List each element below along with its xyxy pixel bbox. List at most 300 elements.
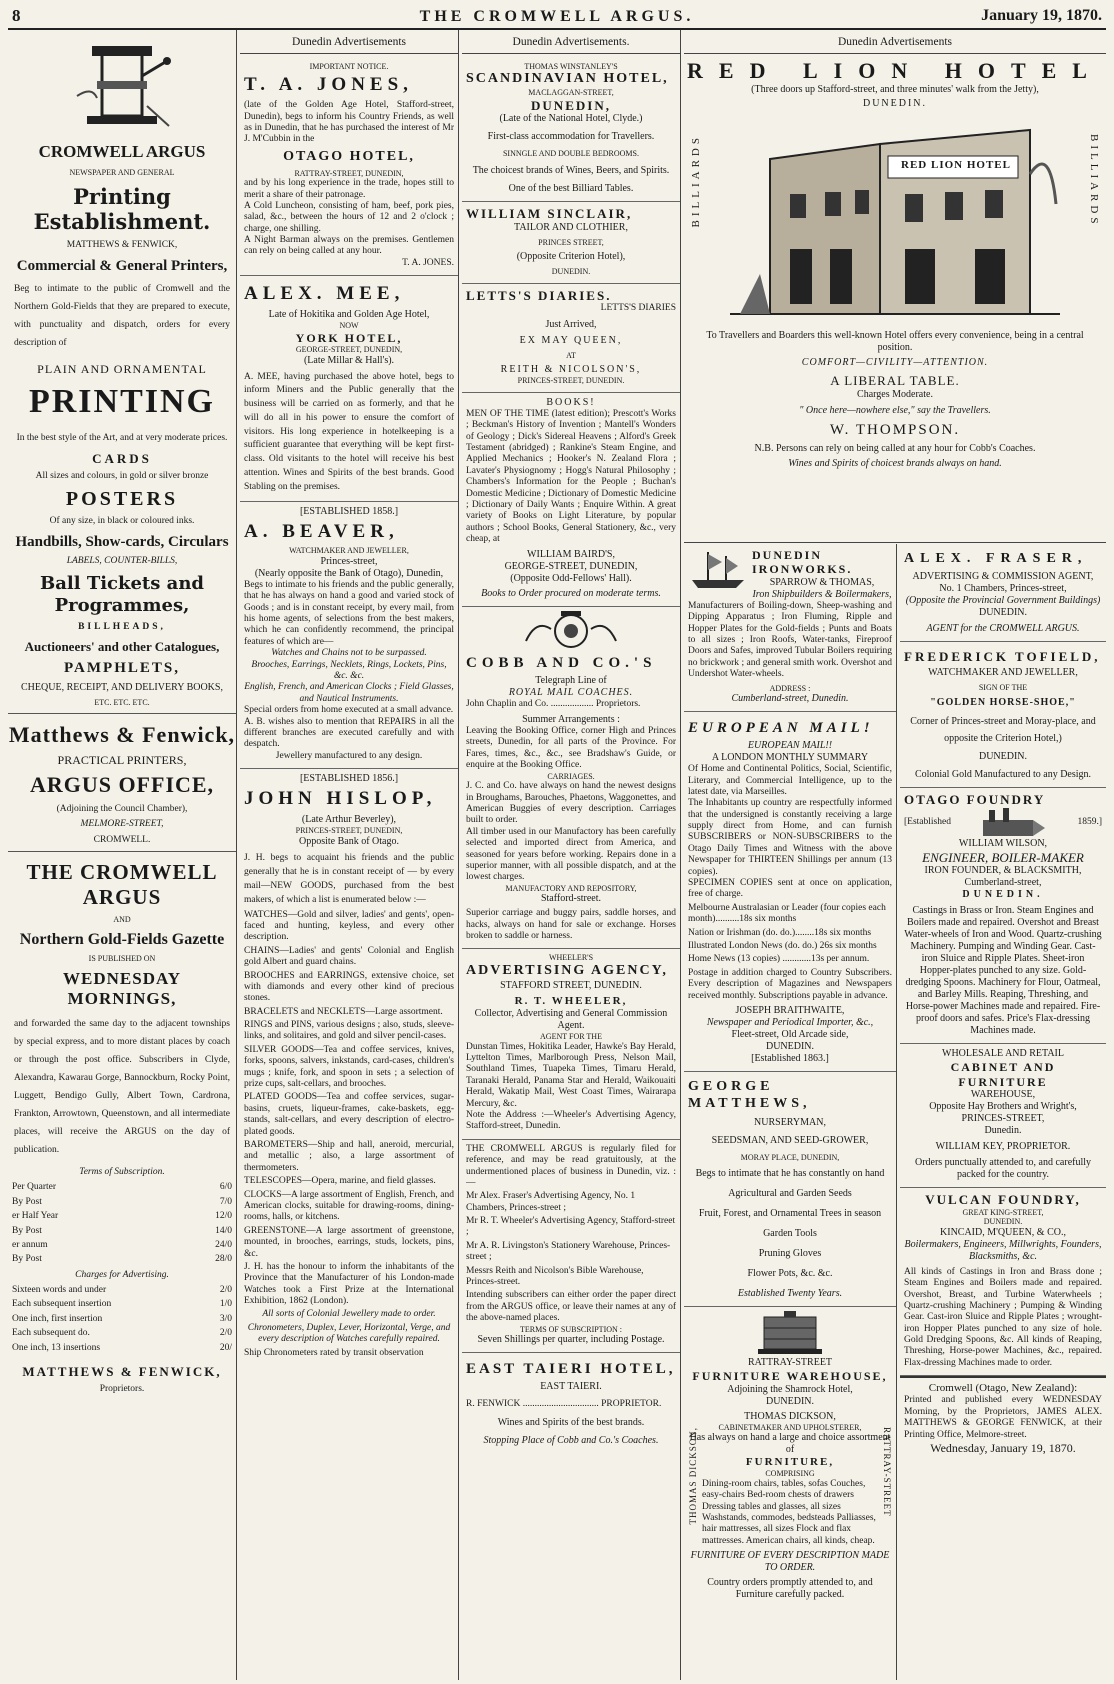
- accommodation-line: First-class accommodation for Travellers.: [487, 131, 655, 143]
- ad-body: Begs to intimate that he has constantly on hand: [695, 1168, 885, 1180]
- intro-text: Beg to intimate to the public of Cromwell and the Northern Gold-Fields that they are prepared to execute, with punctuality and dispatch, orders for every description of: [14, 283, 230, 348]
- notice-label: IMPORTANT NOTICE.: [309, 61, 389, 71]
- royal-coat-of-arms-icon: [506, 611, 636, 651]
- ad-body: J. H. begs to acquaint his friends and the public generally that he is in constant receipt of — by every mail—NEW GOODS, purchased from the best makers, of which a list is enumerated below :—: [244, 852, 454, 906]
- furniture-list: Dining-room chairs, tables, sofas Couches, easy-chairs Bed-room chests of drawers Dressing tables and glasses, all sizes Washstands, commodes, bedsteads Palliasses, hair mattresses, all sizes Flock and flax mattresses. American chairs, all kinds, cheap.: [702, 1478, 876, 1546]
- melmore-street: MELMORE-STREET,: [80, 819, 164, 830]
- advertiser-name: LETTS'S DIARIES.: [466, 287, 612, 303]
- foundry-products: All kinds of Castings in Iron and Brass done ; Steam Engines and Boilers made and repaired. Overshot, Breast, and Turbine Waterwheels ; Quartz-crushing Machinery ; Pumping & Winding Gear. Cast-iron Sluice and Ripple Plates ; wrought-iron Hopper Plates punched to any size of hole. Gold Dredging Spoons, &c. All kinds of Reaping, Threshing, Horse-power Machines, &c., repaired. Flax-dressing Machines made to order.: [904, 1266, 1102, 1368]
- owner: THOMAS WINSTANLEY'S: [524, 61, 618, 71]
- orders-line: Orders punctually attended to, and carefully packed for the country.: [914, 1156, 1092, 1180]
- charges-row: Each subsequent do. 2/0: [12, 1328, 232, 1339]
- opposite: (Opposite Criterion Hotel),: [516, 251, 626, 263]
- late-of: Late of Hokitika and Golden Age Hotel,: [268, 309, 430, 321]
- timber-text: All timber used in our Manufactory has been carefully selected and imported direct from America, and seasoned for years before working. Repairs done in a superior manner, with all possible dispatch, and at the lowest charges.: [466, 826, 676, 883]
- opposite: (Opposite the Provincial Government Buildings): [905, 594, 1101, 606]
- trade: CABINETMAKER AND UPHOLSTERER,: [718, 1422, 862, 1432]
- wines-line: Wines and Spirits of the best brands.: [497, 1416, 645, 1428]
- list-item: Fruit, Forest, and Ornamental Trees in season: [698, 1208, 882, 1220]
- list-item: BRACELETS and NECKLETS—Large assortment.: [244, 1006, 443, 1017]
- posters-desc: Of any size, in black or coloured inks.: [49, 516, 195, 527]
- late-of: (Late of the National Hotel, Clyde.): [499, 113, 643, 125]
- ship-icon: [688, 548, 748, 592]
- retail-label: WHOLESALE AND RETAIL: [942, 1048, 1064, 1060]
- hotel-building-icon: [730, 114, 1060, 324]
- corner-line: Corner of Princes-street and Moray-place, and opposite the Criterion Hotel,): [910, 715, 1096, 744]
- printing-heading: PRINTING: [28, 383, 216, 421]
- terms-table: [8, 1182, 236, 1265]
- trade: IRON FOUNDER, & BLACKSMITH,: [924, 865, 1082, 877]
- lunch-text: A Cold Luncheon, consisting of ham, beef, pork pies, salad, &c., between the hours of 12 and 2 o'clock ; charge, one shilling.: [244, 200, 454, 234]
- ad-william-key: [900, 1044, 1106, 1188]
- street: GEORGE-STREET, DUNEDIN,: [295, 345, 403, 355]
- street: PRINCES-STREET, DUNEDIN,: [295, 825, 403, 835]
- hotel-name: OTAGO HOTEL,: [283, 148, 415, 164]
- ad-scandinavian-hotel: [462, 58, 680, 202]
- ad-rattray-furniture: [684, 1307, 896, 1607]
- advertiser-name: A. BEAVER,: [244, 520, 399, 542]
- charges-line: Charges Moderate.: [857, 388, 933, 400]
- ad-body: J. C. and Co. have always on hand the newest designs in Broughams, Barouches, Phaetons, Waggonettes, and American Buggies of every description. Carriages built to order.: [466, 781, 676, 826]
- newspaper-general-label: NEWSPAPER AND GENERAL: [69, 168, 175, 178]
- ad-wheelers-agency: [462, 949, 680, 1139]
- terms-row: By Post 14/0: [12, 1225, 232, 1236]
- foundry-building-icon: [979, 808, 1049, 838]
- terms-label: TERMS OF SUBSCRIPTION :: [519, 1324, 623, 1334]
- ad-dunedin-ironworks: [684, 544, 896, 712]
- etc-line: ETC. ETC. ETC.: [94, 698, 150, 708]
- signature: T. A. JONES.: [402, 257, 454, 268]
- charges-row: Each subsequent insertion 1/0: [12, 1299, 232, 1310]
- charges-row: One inch, 13 insertions 20/: [12, 1342, 232, 1353]
- hotel-name: RED LION HOTEL: [687, 57, 1103, 83]
- ad-otago-foundry: [900, 788, 1106, 1044]
- now-label: NOW: [339, 321, 359, 331]
- gold-line: Colonial Gold Manufactured to any Design.: [914, 768, 1092, 780]
- ad-argus-filed: [462, 1140, 680, 1353]
- address: No. 1 Chambers, Princes-street,: [939, 582, 1067, 594]
- carriages-label: CARRIAGES.: [547, 771, 595, 781]
- opposite: Opposite Hay Brothers and Wright's,: [929, 1100, 1077, 1112]
- printing-establishment: Printing Establishment.: [33, 183, 211, 235]
- sign-label: SIGN OF THE: [978, 683, 1028, 693]
- street: Stafford-street.: [540, 893, 602, 905]
- ad-alex-mee: [240, 276, 458, 501]
- agent-label: AGENT FOR THE: [540, 1032, 602, 1042]
- catalogues-line: Auctioneers' and other Catalogues,: [24, 638, 220, 654]
- list-item: Flower Pots, &c. &c.: [747, 1268, 833, 1280]
- list-item: PLATED GOODS—Tea and coffee services, sugar-basins, cruets, liqueur-frames, cake-baskets, egg-stands, salt-cellars, and every description of electro-plated goods.: [244, 1092, 454, 1137]
- proprietor-line: WILLIAM KEY, PROPRIETOR.: [935, 1140, 1071, 1152]
- trade: ENGINEER, BOILER-MAKER: [922, 849, 1084, 865]
- ad-john-hislop: [240, 769, 458, 1367]
- billiards-side-label-left: BILLIARDS: [690, 134, 702, 228]
- subheading: EUROPEAN MAIL!!: [747, 740, 833, 752]
- warehouse-name: FURNITURE WAREHOUSE,: [692, 1369, 888, 1384]
- established-year: 1859.]: [1077, 816, 1102, 827]
- labels-line: LABELS, COUNTER-BILLS,: [66, 555, 178, 566]
- list-item: BROOCHES and EARRINGS, extensive choice, set with diamonds and every other kind of precious stones.: [244, 970, 454, 1004]
- agency-name: ADVERTISING AGENCY,: [466, 963, 668, 979]
- list-item: CHAINS—Ladies' and gents' Colonial and English gold Albert and guard chains.: [244, 945, 454, 968]
- advertiser-name: EUROPEAN MAIL!: [688, 720, 874, 737]
- column-1-printing-office: [8, 30, 237, 1680]
- ball-tickets-line: Ball Tickets and Programmes,: [40, 572, 204, 616]
- adjoining-line: Adjoining the Shamrock Hotel,: [727, 1383, 853, 1395]
- ad-ta-jones: [240, 58, 458, 276]
- charges-row: Sixteen words and under 2/0: [12, 1285, 232, 1296]
- pamphlets-line: PAMPHLETS,: [64, 660, 180, 677]
- list-item: TELESCOPES—Opera, marine, and field glasses.: [244, 1176, 436, 1187]
- printing-press-icon: [67, 36, 177, 136]
- street: RATTRAY-STREET, DUNEDIN,: [294, 168, 404, 178]
- ad-body: THE CROMWELL ARGUS is regularly filed for reference, and may be read gratuitously, at the undermentioned places of business in Dunedin, viz. :—: [466, 1143, 676, 1188]
- street: GREAT KING-STREET,: [962, 1207, 1044, 1217]
- trade: Boilermakers, Engineers, Millwrights, Founders, Blacksmiths, &c.: [904, 1238, 1102, 1262]
- terms-title: Terms of Subscription.: [79, 1166, 165, 1177]
- town: DUNEDIN.: [978, 606, 1028, 618]
- list-item: GREENSTONE—A large assortment of greenstone, mounted, in brooches, earrings, studs, lockets, pins, &c.: [244, 1225, 454, 1259]
- ad-alex-fraser: [900, 544, 1106, 642]
- practical-printers: PRACTICAL PRINTERS,: [57, 753, 187, 768]
- papers-list: Dunstan Times, Hokitika Leader, Hawke's Bay Herald, Lyttelton Times, Marlborough Press, Nelson Mail, Southland Times, Tuapeka Times, Timaru Herald, Taranaki Herald, Panama Star and Herald, Waikouaiti Herald, Wakatip Mail, West Coast Times, Wairarapa Mercury, &c.: [466, 1041, 676, 1109]
- arrived-line: Just Arrived,: [545, 318, 597, 330]
- ad-books: [462, 393, 680, 607]
- summer-label: Summer Arrangements :: [522, 714, 620, 725]
- price-item: Home News (13 copies) ............13s per annum.: [688, 954, 870, 965]
- owner: WHEELER'S: [548, 953, 594, 963]
- owners: SPARROW & THOMAS,: [769, 576, 875, 588]
- street: STAFFORD STREET, DUNEDIN.: [500, 979, 642, 991]
- heading: BOOKS!: [546, 396, 596, 408]
- warehouse-label: WAREHOUSE,: [970, 1088, 1036, 1100]
- advertiser-name: ALEX. MEE,: [244, 283, 405, 305]
- ad-body: The Inhabitants up country are respectfully informed that the undersigned is constantly receiving a large supply direct from Home, and can furnish SUBSCRIBERS or NON-SUBSCRIBERS to the Otago Daily Times and Witness with the above Newspaper for THIRTEEN Shillings per annum (13 copies).: [688, 798, 892, 877]
- column-heading: Dunedin Advertisements: [240, 30, 458, 54]
- terms-row: er annum 24/0: [12, 1239, 232, 1250]
- street: Fleet-street, Old Arcade side,: [731, 1028, 849, 1040]
- town: Dunedin.: [984, 1124, 1022, 1136]
- ad-body: Of Home and Continental Politics, Social, Scientific, Literary, and Commercial Intelligence, up to the latest date, via Marseilles.: [688, 764, 892, 797]
- horses-text: Superior carriage and buggy pairs, saddle horses, and hacks, always on hand for sale or exchange. Horses broken to saddle or harness.: [466, 908, 676, 942]
- list-item: Pruning Gloves: [758, 1248, 822, 1260]
- owner-name: W. THOMPSON.: [829, 421, 961, 438]
- masthead-bar: [8, 4, 1106, 30]
- street: GEORGE-STREET, DUNEDIN,: [504, 560, 638, 572]
- column-3-dunedin-ads: [462, 30, 681, 1680]
- plain-ornamental: PLAIN AND ORNAMENTAL: [37, 361, 207, 376]
- trade: Iron Shipbuilders & Boilermakers,: [752, 588, 892, 600]
- hotel-engraving: [684, 114, 1106, 330]
- address-note: Note the Address :—Wheeler's Advertising Agency, Stafford-street, Dunedin.: [466, 1109, 676, 1132]
- ad-frederick-tofield: [900, 642, 1106, 788]
- advertiser-name: JOHN HISLOP,: [244, 788, 437, 810]
- town: DUNEDIN.: [765, 1395, 815, 1407]
- posters-heading: POSTERS: [65, 488, 179, 511]
- proprietor-line: R. FENWICK ................................ PROPRIETOR.: [466, 1399, 662, 1410]
- page-number: 8: [12, 6, 21, 25]
- agent-line: AGENT for the CROMWELL ARGUS.: [926, 622, 1080, 634]
- billiards-side-label-right: BILLIARDS: [1088, 134, 1100, 228]
- list-item: Mr Alex. Fraser's Advertising Agency, No. 1 Chambers, Princes-street ;: [466, 1191, 636, 1213]
- coaches-line: ROYAL MAIL COACHES.: [508, 686, 634, 698]
- golden-horse-shoe: "GOLDEN HORSE-SHOE,": [930, 696, 1076, 708]
- wines-line: The choicest brands of Wines, Beers, and Spirits.: [472, 164, 670, 176]
- style-text: In the best style of the Art, and at very moderate prices.: [16, 433, 228, 444]
- line-label: Telegraph Line of: [535, 674, 607, 686]
- cromwell-town: CROMWELL.: [93, 834, 151, 845]
- ad-body: Manufacturers of Boiling-down, Sheep-washing and Dipping Apparatus ; Iron Fluming, Ripple and Hopper Plates for the Gold-fields ; Punts and Boats to all sizes ; Iron Roofs, Water-tanks, Fireproof Doors and Safes, improved Tubular Boilers requiring no brickwork ; and general smith work. Overshot and Undershot Water-wheels.: [688, 600, 892, 680]
- postage-text: Postage in addition charged to Country Subscribers. Every description of Magazines and Newspapers received monthly. Subscriptions payable in advance.: [688, 967, 892, 1001]
- list-item: SILVER GOODS—Tea and coffee services, knives, forks, spoons, salvers, inkstands, card-cases, children's mugs ; knife, fork, and spoon in sets ; a selection of prize cups, salt-cellars, and brooches.: [244, 1044, 454, 1090]
- owners: KINCAID, M'QUEEN, & CO.,: [940, 1226, 1066, 1238]
- bedrooms-line: SINNGLE AND DOUBLE BEDROOMS.: [502, 149, 639, 159]
- column-2-dunedin-ads: [240, 30, 459, 1680]
- motto: COMFORT—CIVILITY—ATTENTION.: [801, 357, 989, 369]
- owner-name: WILLIAM WILSON,: [958, 837, 1048, 849]
- distribution-text: and forwarded the same day to the adjacent townships by special express, and to more distant places by coach or through the post office. Subscribers in Clyde, Alexandra, Kawarau Gorge, Bannockburn, Rocky Point, Luggett, Bendigo Gully, Albert Town, Cardrona, Frankton, Arrowtown, Queenstown, and all intermediate places, will receive the ARGUS on the day of publication.: [14, 1018, 230, 1155]
- clocks-line: English, French, and American Clocks ; Field Glasses, and Nautical Instruments.: [244, 682, 454, 704]
- address-label: ADDRESS :: [769, 683, 811, 693]
- repairs-line: A. B. wishes also to mention that REPAIRS in all the different branches are executed carefully and with despatch.: [244, 716, 454, 750]
- honour-text: J. H. has the honour to inform the inhabitants of the Province that the Manufacturer of his London-made Watches took a First Prize at the International Exhibition, 1862 (London).: [244, 1261, 454, 1307]
- side-label-right: RATTRAY-STREET: [882, 1427, 892, 1517]
- chronometers-line: Chronometers, Duplex, Lever, Horizontal, Verge, and every description of Watches carefully repaired.: [247, 1322, 451, 1345]
- trade: WATCHMAKER AND JEWELLER,: [928, 667, 1078, 679]
- opposite: (Opposite Odd-Fellows' Hall).: [510, 572, 632, 584]
- argus-title: CROMWELL ARGUS: [38, 142, 206, 161]
- foundry-name: OTAGO FOUNDRY: [904, 791, 1046, 807]
- adjoining-line: (Adjoining the Council Chamber),: [56, 803, 188, 814]
- established: [Established 1863.]: [751, 1052, 829, 1064]
- subheading: LETTS'S DIARIES: [600, 303, 676, 314]
- issue-date: January 19, 1870.: [981, 7, 1102, 24]
- late-of: (Late Millar & Hall's).: [303, 354, 395, 366]
- list-item: CLOCKS—A large assortment of English, French, and American clocks, suitable for drawing-rooms, dining-rooms, halls, or kitchens.: [244, 1189, 454, 1223]
- list-item: Messrs Reith and Nicolson's Bible Warehouse, Princes-street.: [466, 1265, 644, 1288]
- and-word: AND: [113, 915, 131, 925]
- imprint: [900, 1376, 1106, 1461]
- charges-row: One inch, first insertion 3/0: [12, 1313, 232, 1324]
- gazette-heading: Northern Gold-Fields Gazette: [19, 931, 225, 949]
- matthews-fenwick: Matthews & Fenwick,: [8, 713, 236, 748]
- shop-name: WILLIAM BAIRD'S,: [527, 548, 615, 560]
- order-line: Books to Order procured on moderate terms.: [481, 587, 661, 599]
- wines-line: Wines and Spirits of choicest brands always on hand.: [788, 457, 1002, 469]
- street: RATTRAY-STREET: [747, 1357, 833, 1369]
- argus-office: ARGUS OFFICE,: [29, 772, 215, 798]
- ad-a-beaver: [240, 502, 458, 770]
- liberal-table: A LIBERAL TABLE.: [830, 373, 960, 389]
- terms-row: er Half Year 12/0: [12, 1211, 232, 1222]
- town: DUNEDIN.: [962, 889, 1044, 901]
- cards-heading: CARDS: [92, 451, 152, 467]
- street: PRINCES-STREET, DUNEDIN.: [517, 376, 625, 386]
- warehouse-name: CABINET AND FURNITURE: [950, 1060, 1056, 1089]
- late-of: (Late Arthur Beverley),: [301, 813, 397, 825]
- street: Cumberland-street, Dunedin.: [731, 693, 849, 705]
- brooches-line: Brooches, Earrings, Necklets, Rings, Lockets, Pins, &c. &c.: [251, 659, 447, 682]
- street: Cumberland-street,: [964, 877, 1042, 889]
- jewellery-line: Jewellery manufactured to any design.: [275, 750, 423, 761]
- hotel-name: SCANDINAVIAN HOTEL,: [466, 71, 669, 87]
- street: Princes-street,: [320, 555, 378, 567]
- orders-line: Special orders from home executed at a small advance.: [244, 705, 454, 716]
- watches-line: Watches and Chains not to be surpassed.: [271, 648, 427, 659]
- list-item: Garden Tools: [763, 1228, 817, 1240]
- ad-body: A. MEE, having purchased the above hotel, begs to inform Miners and the Public generally that the business will be carried on as formerly, and that he will do all in his power to ensure the comfort of visitors. His long experience in hotelkeeping is a sufficient guarantee that everything will be kept first-class. Old visitants to the hotel will receive his best attention. Wines and Spirits of the best brands. Good Stabling on the premises.: [244, 371, 454, 492]
- trade: WATCHMAKER AND JEWELLER,: [289, 546, 409, 556]
- terms-row: Per Quarter 6/0: [12, 1182, 232, 1193]
- town: DUNEDIN.: [983, 1217, 1023, 1227]
- established: Established Twenty Years.: [737, 1288, 843, 1300]
- ad-william-sinclair: [462, 202, 680, 284]
- side-label-left: THOMAS DICKSON,: [688, 1427, 698, 1525]
- published-on: IS PUBLISHED ON: [88, 954, 156, 964]
- charges-title: Charges for Advertising.: [75, 1269, 169, 1280]
- billiard-line: One of the best Billiard Tables.: [508, 182, 634, 194]
- cards-desc: All sizes and colours, in gold or silver bronze: [35, 470, 209, 481]
- ad-european-mail: [684, 712, 896, 1072]
- hotel-name: YORK HOTEL,: [295, 330, 403, 345]
- advertiser-name: ALEX. FRASER,: [904, 551, 1088, 566]
- advertiser-name: DUNEDIN IRONWORKS.: [752, 548, 853, 577]
- town: DUNEDIN.: [978, 750, 1028, 762]
- wednesday-mornings: WEDNESDAY MORNINGS,: [63, 968, 181, 1009]
- opposite: Opposite Bank of Otago.: [299, 835, 399, 847]
- location: (Nearly opposite the Bank of Otago), Dunedin,: [254, 567, 444, 579]
- street: PRINCES STREET,: [538, 237, 604, 247]
- handbills-line: Handbills, Show-cards, Circulars: [15, 533, 229, 550]
- specimen-line: SPECIMEN COPIES sent at once on application, free of charge.: [688, 878, 892, 900]
- town: DUNEDIN,: [531, 97, 611, 113]
- quote-line: " Once here—nowhere else," say the Travellers.: [799, 404, 991, 416]
- footer-firm: MATTHEWS & FENWICK,: [22, 1364, 222, 1380]
- made-to-order-line: FURNITURE OF EVERY DESCRIPTION MADE TO ORDER.: [690, 1550, 890, 1574]
- location: (Three doors up Stafford-street, and three minutes' walk from the Jetty),: [751, 84, 1039, 96]
- established-label: [Established: [904, 816, 951, 827]
- list-item: Mr A. R. Livingston's Stationery Warehouse, Princes-street ;: [466, 1240, 671, 1263]
- list-item: Mr R. T. Wheeler's Advertising Agency, Stafford-street ;: [466, 1216, 676, 1238]
- ad-body: MEN OF THE TIME (latest edition); Prescott's Works ; Beckman's History of Invention ; Mantell's Wonders of Geology ; Dick's Sidereal Heavens ; Alford's Greek Testament (abridged) ; Rankine's Steam Engine, and Applied Mechanics ; Hooker's N. Zealand Flora ; Lavater's Physiognomy ; Hogg's Natural Philosophy ; Chambers's Information for the People ; Buchan's Domestic Medicine ; Dictionary of Domestic Medicine ; Dictionary of Daily Wants ; Enquire Within. A great variety of Books on Light Literature, by popular authors ; School Books, General Stationery, &c., very cheap, at: [466, 408, 676, 545]
- manufactory-label: MANUFACTORY AND REPOSITORY,: [505, 883, 637, 893]
- ad-body: Has always on hand a large and choice assortment of: [689, 1432, 891, 1456]
- proprietors-line: John Chaplin and Co. .................. Proprietors.: [466, 698, 641, 709]
- trade: TAILOR AND CLOTHIER,: [514, 221, 628, 233]
- established: [ESTABLISHED 1858.]: [299, 505, 399, 517]
- role: Newspaper and Periodical Importer, &c.,: [706, 1016, 874, 1028]
- terms-row: By Post 28/0: [12, 1254, 232, 1265]
- night-barman-text: A Night Barman always on the premises. Gentlemen can rely on being called at any hour.: [244, 235, 454, 257]
- colonial-line: All sorts of Colonial Jewellery made to order.: [262, 1309, 436, 1320]
- cromwell-argus-heading: THE CROMWELL ARGUS: [8, 851, 236, 910]
- ad-body: and by his long experience in the trade, hopes still to merit a share of their patronage.: [244, 178, 454, 200]
- list-item: RINGS and PINS, various designs ; also, studs, sleeve-links, and solitaires, and gold and silver pencil-cases.: [244, 1020, 454, 1042]
- person-name: JOSEPH BRAITHWAITE,: [735, 1004, 845, 1016]
- coach-stop-line: Stopping Place of Cobb and Co.'s Coaches.: [483, 1434, 659, 1446]
- column-heading: Dunedin Advertisements.: [462, 30, 680, 54]
- ad-red-lion-hotel: [684, 30, 1106, 543]
- summary-line: A LONDON MONTHLY SUMMARY: [711, 752, 869, 764]
- street: PRINCES-STREET,: [961, 1112, 1045, 1124]
- imprint-body: Printed and published every WEDNESDAY Morning, by the Proprietors, JAMES ALEX. MATTHEWS & GEORGE FENWICK, at their Printing Office, Melmore-street.: [904, 1395, 1102, 1440]
- advertiser-name: T. A. JONES,: [244, 74, 413, 96]
- street: MORAY PLACE, DUNEDIN,: [740, 1152, 840, 1162]
- price-item: Nation or Irishman (do. do.)........18s six months: [688, 927, 872, 938]
- terms-row: By Post 7/0: [12, 1196, 232, 1207]
- hotel-sign: RED LION HOTEL: [901, 159, 1011, 172]
- at-word: AT: [566, 350, 576, 360]
- price-line: Seven Shillings per quarter, including Postage.: [477, 1334, 665, 1346]
- billheads-line: BILLHEADS,: [78, 622, 166, 633]
- role: Collector, Advertising and General Commission Agent.: [474, 1008, 668, 1032]
- town: DUNEDIN.: [765, 1040, 815, 1052]
- ad-george-matthews: [684, 1072, 896, 1307]
- list-item: BAROMETERS—Ship and hall, aneroid, mercurial, and metallic ; also, a large assortment of thermometers.: [244, 1139, 454, 1173]
- established: [ESTABLISHED 1856.]: [299, 773, 399, 785]
- ship-line: EX MAY QUEEN,: [519, 334, 623, 346]
- town: DUNEDIN.: [862, 98, 928, 110]
- ad-body: (late of the Golden Age Hotel, Stafford-street, Dunedin), begs to inform his Country Friends, as well as in Dunedin, that he has purchased the interest of Mr J. M'Cubbin in the: [244, 100, 454, 145]
- advertiser-name: FREDERICK TOFIELD,: [904, 648, 1101, 664]
- imprint-place: Cromwell (Otago, New Zealand):: [928, 1382, 1078, 1395]
- foundry-name: VULCAN FOUNDRY,: [925, 1191, 1081, 1207]
- ad-body: To Travellers and Boarders this well-known Hotel offers every convenience, being in a central position.: [706, 330, 1084, 354]
- trade: SEEDSMAN, AND SEED-GROWER,: [711, 1134, 869, 1146]
- firm-name: MATTHEWS & FENWICK,: [66, 240, 178, 251]
- street: MACLAGGAN-STREET,: [528, 88, 614, 98]
- charges-table: [8, 1285, 236, 1354]
- newspaper-title: THE CROMWELL ARGUS.: [419, 8, 695, 25]
- ad-east-taieri-hotel: [462, 1353, 680, 1452]
- hotel-name: EAST TAIERI HOTEL,: [466, 1361, 676, 1378]
- cheque-books-line: CHEQUE, RECEIPT, AND DELIVERY BOOKS,: [21, 682, 223, 694]
- ship-chronometers-line: Ship Chronometers rated by transit observation: [244, 1347, 424, 1358]
- person-name: R. T. WHEELER,: [514, 994, 628, 1007]
- list-item: WATCHES—Gold and silver, ladies' and gents', open-faced and hunting, keyless, and every other description.: [244, 909, 454, 943]
- imprint-date: Wednesday, January 19, 1870.: [930, 1441, 1076, 1455]
- place: EAST TAIERI.: [540, 1381, 602, 1393]
- ad-cobb-and-co: [462, 607, 680, 950]
- advertiser-name: COBB AND CO.'S: [466, 654, 657, 671]
- column-5-ads: [900, 544, 1106, 1680]
- nb-line: N.B. Persons can rely on being called at any hour for Cobb's Coaches.: [754, 442, 1036, 454]
- advertiser-name: WILLIAM SINCLAIR,: [466, 205, 633, 221]
- advertiser-name: GEORGE MATTHEWS,: [688, 1078, 811, 1111]
- comprising-label: COMPRISING: [765, 1469, 815, 1479]
- list-item: Agricultural and Garden Seeds: [728, 1188, 852, 1200]
- foundry-products: Castings in Brass or Iron. Steam Engines and Boilers made and repaired. Overshot and Breast Water-wheels of Iron and Wood. Quartz-crushing Machinery. Pumping and Winding Gear. Cast-iron Sluice and Ripple Plates. Sheet-iron Hopper-plates punched to any size. Gold-dredging Spoons. Machinery for Flour, Oatmeal, and Barley Mills. Reaping, Threshing, and Horse-power Machines made and repaired. Fire-proof doors and safes. Price's Flax-dressing Machines made.: [904, 905, 1102, 1037]
- town: DUNEDIN.: [551, 267, 591, 277]
- column-heading: Dunedin Advertisements: [684, 30, 1106, 54]
- trade: NURSERYMAN,: [754, 1116, 826, 1128]
- ad-body: Begs to intimate to his friends and the public generally, that he has always on hand a good and varied stock of Goods ; and is in constant receipt, by every mail, from his home agents, of selections from the best makers, which he can confidently recommend, the principal features of which are—: [244, 579, 454, 647]
- ad-vulcan-foundry: [900, 1188, 1106, 1376]
- owner-name: THOMAS DICKSON,: [744, 1410, 836, 1422]
- orders-line: Country orders promptly attended to, and Furniture carefully packed.: [707, 1577, 873, 1601]
- subscriber-text: Intending subscribers can either order the paper direct from the ARGUS office, or leave their names at any of the above-named places.: [466, 1290, 676, 1324]
- ad-body: Leaving the Booking Office, corner High and Princes streets, Dunedin, for all parts of the Province. For Fares, times, &c., &c., see Bradshaw's Guide, or enquire at the Booking Office.: [466, 726, 676, 771]
- column-4-ads: [684, 544, 897, 1680]
- furniture-chest-icon: [750, 1311, 830, 1357]
- trade: ADVERTISING & COMMISSION AGENT,: [912, 570, 1094, 582]
- price-item: Illustrated London News (do. do.) 26s six months: [688, 940, 877, 951]
- furniture-heading: FURNITURE,: [745, 1456, 835, 1469]
- ad-letts-diaries: [462, 284, 680, 393]
- proprietors-label: Proprietors.: [99, 1383, 145, 1394]
- shop-name: REITH & NICOLSON'S,: [500, 364, 642, 376]
- trade-line: Commercial & General Printers,: [16, 257, 228, 274]
